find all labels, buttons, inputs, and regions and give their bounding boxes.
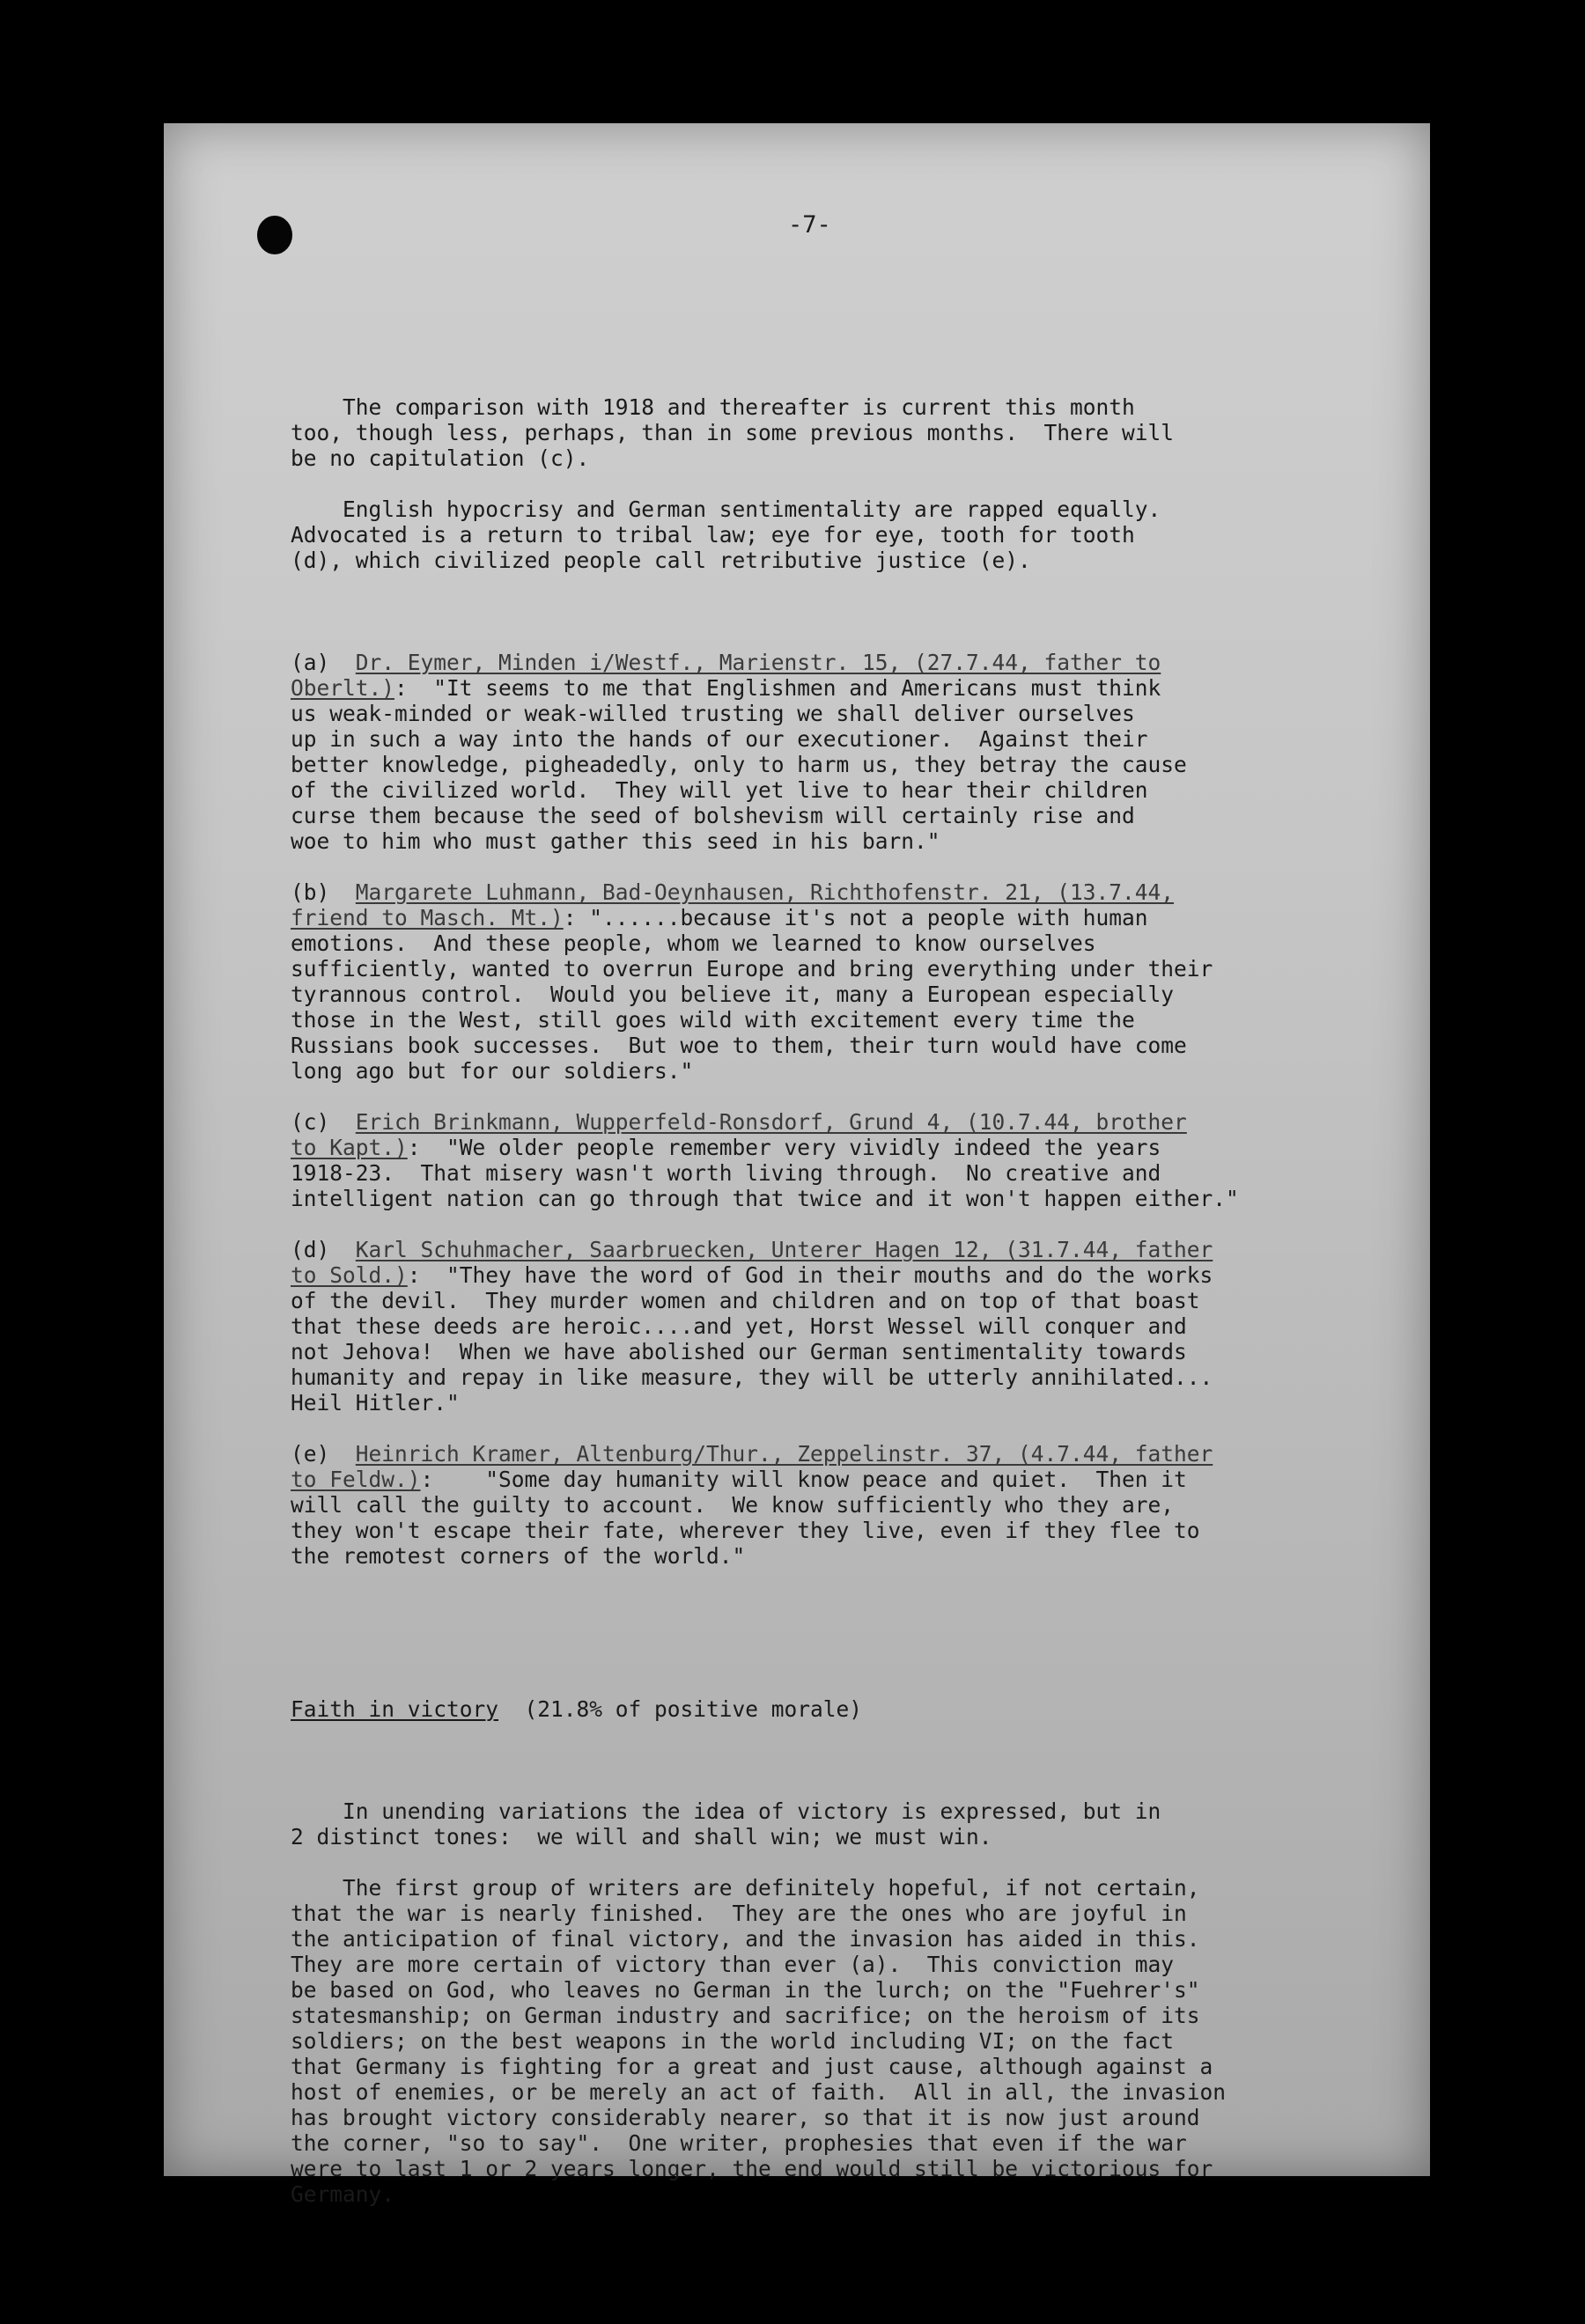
text-line: 2 distinct tones: we will and shall win; we must win.	[291, 1824, 992, 1850]
paragraph	[291, 394, 1365, 471]
paragraph	[291, 1875, 1365, 2207]
quotes-section	[291, 650, 1365, 1569]
quote-source: Karl Schuhmacher, Saarbruecken, Unterer Hagen 12, (31.7.44, father	[355, 1237, 1213, 1262]
quote-text-line: intelligent nation can go through that twice and it won't happen either."	[291, 1186, 1239, 1211]
text-line: the corner, "so to say". One writer, prophesies that even if the war	[291, 2130, 1187, 2156]
quote-text-start: : "Some day humanity will know peace and quiet. Then it	[420, 1467, 1187, 1492]
quote-text-start: : "It seems to me that Englishmen and Americans must think	[394, 675, 1161, 701]
text-line: (d), which civilized people call retributive justice (e).	[291, 548, 1031, 573]
quote-text-line: 1918-23. That misery wasn't worth living through. No creative and	[291, 1160, 1161, 1186]
text-line: be no capitulation (c).	[291, 445, 590, 471]
quote-entry	[291, 650, 1365, 854]
text-line: In unending variations the idea of victory is expressed, but in	[291, 1798, 1161, 1824]
text-line: be based on God, who leaves no German in the lurch; on the "Fuehrer's"	[291, 1977, 1200, 2003]
quote-entry	[291, 1441, 1365, 1569]
quote-source-cont: friend to Masch. Mt.)	[291, 905, 564, 930]
quote-second-line	[291, 1467, 1365, 1492]
quote-source: Erich Brinkmann, Wupperfeld-Ronsdorf, Grund 4, (10.7.44, brother	[355, 1109, 1187, 1135]
quote-text-line: us weak-minded or weak-willed trusting we shall deliver ourselves	[291, 701, 1135, 726]
quote-source-cont: Oberlt.)	[291, 675, 395, 701]
intro-section	[291, 394, 1365, 573]
paragraph	[291, 496, 1365, 573]
quote-label: (e)	[291, 1441, 330, 1467]
text-line: were to last 1 or 2 years longer, the end would still be victorious for	[291, 2156, 1213, 2181]
section-heading	[291, 1696, 1365, 1722]
quote-source: Dr. Eymer, Minden i/Westf., Marienstr. 15, (27.7.44, father to	[355, 650, 1161, 675]
text-line: The first group of writers are definitely hopeful, if not certain,	[291, 1875, 1200, 1901]
text-line: English hypocrisy and German sentimentality are rapped equally.	[291, 496, 1161, 522]
quote-text-line: the remotest corners of the world."	[291, 1543, 746, 1569]
quote-text-line: emotions. And these people, whom we learned to know ourselves	[291, 930, 1096, 956]
text-line: the anticipation of final victory, and the invasion has aided in this.	[291, 1926, 1200, 1952]
quote-label: (d)	[291, 1237, 330, 1262]
text-line: Advocated is a return to tribal law; eye for eye, tooth for tooth	[291, 522, 1135, 548]
quote-entry	[291, 1109, 1365, 1211]
quote-text-line: Russians book successes. But woe to them, their turn would have come	[291, 1033, 1187, 1058]
quote-second-line	[291, 905, 1365, 930]
paragraph	[291, 1798, 1365, 1850]
quote-source-cont: to Sold.)	[291, 1262, 408, 1288]
quote-text-line: tyrannous control. Would you believe it, many a European especially	[291, 982, 1175, 1007]
quote-entry	[291, 879, 1365, 1084]
text-line: Germany.	[291, 2181, 395, 2207]
quote-second-line	[291, 1135, 1365, 1160]
quote-text-line: that these deeds are heroic....and yet, Horst Wessel will conquer and	[291, 1313, 1187, 1339]
text-line: soldiers; on the best weapons in the world including VI; on the fact	[291, 2028, 1175, 2054]
quote-text-start: : "......because it's not a people with human	[563, 905, 1148, 930]
quote-text-line: those in the West, still goes wild with excitement every time the	[291, 1007, 1135, 1033]
quote-label: (a)	[291, 650, 330, 675]
text-line: too, though less, perhaps, than in some previous months. There will	[291, 420, 1175, 445]
text-line: They are more certain of victory than ever (a). This conviction may	[291, 1952, 1175, 1977]
text-line: host of enemies, or be merely an act of faith. All in all, the invasion	[291, 2079, 1227, 2105]
quote-text-line: woe to him who must gather this seed in his barn."	[291, 828, 940, 854]
quote-text-line: not Jehova! When we have abolished our German sentimentality towards	[291, 1339, 1187, 1364]
section-heading-title: Faith in victory	[291, 1696, 499, 1722]
quote-text-line: of the devil. They murder women and children and on top of that boast	[291, 1288, 1200, 1313]
quote-text-line: better knowledge, pigheadedly, only to harm us, they betray the cause	[291, 752, 1187, 777]
quote-header-line	[291, 1109, 1365, 1135]
quote-text-start: : "They have the word of God in their mouths and do the works	[407, 1262, 1213, 1288]
quote-source-cont: to Feldw.)	[291, 1467, 421, 1492]
quote-text-line: they won't escape their fate, wherever they live, even if they flee to	[291, 1518, 1200, 1543]
text-line: has brought victory considerably nearer, so that it is now just around	[291, 2105, 1200, 2130]
quote-entry	[291, 1237, 1365, 1416]
quote-text-start: : "We older people remember very vividly indeed the years	[407, 1135, 1161, 1160]
punch-hole	[257, 216, 292, 254]
quote-source-cont: to Kapt.)	[291, 1135, 408, 1160]
quote-text-line: up in such a way into the hands of our executioner. Against their	[291, 726, 1148, 752]
quote-label: (c)	[291, 1109, 330, 1135]
quote-header-line	[291, 1237, 1365, 1262]
quote-text-line: of the civilized world. They will yet live to hear their children	[291, 777, 1148, 803]
quote-text-line: humanity and repay in like measure, they will be utterly annihilated...	[291, 1364, 1213, 1390]
text-line: statesmanship; on German industry and sacrifice; on the heroism of its	[291, 2003, 1200, 2028]
section-heading-note: (21.8% of positive morale)	[498, 1696, 863, 1722]
quote-second-line	[291, 675, 1365, 701]
quote-header-line	[291, 879, 1365, 905]
document-body	[291, 343, 1365, 2324]
quote-source: Heinrich Kramer, Altenburg/Thur., Zeppelinstr. 37, (4.7.44, father	[355, 1441, 1213, 1467]
quote-text-line: will call the guilty to account. We know sufficiently who they are,	[291, 1492, 1175, 1518]
quote-source: Margarete Luhmann, Bad-Oeynhausen, Richthofenstr. 21, (13.7.44,	[355, 879, 1175, 905]
quote-second-line	[291, 1262, 1365, 1288]
quote-header-line	[291, 650, 1365, 675]
section-paragraphs	[291, 1798, 1365, 2207]
text-line: The comparison with 1918 and thereafter is current this month	[291, 394, 1135, 420]
quote-text-line: long ago but for our soldiers."	[291, 1058, 694, 1084]
quote-label: (b)	[291, 879, 330, 905]
quote-text-line: sufficiently, wanted to overrun Europe and bring everything under their	[291, 956, 1213, 982]
faith-in-victory-section	[291, 1645, 1365, 2284]
page-number: -7-	[788, 211, 831, 239]
quote-header-line	[291, 1441, 1365, 1467]
text-line: that Germany is fighting for a great and just cause, although against a	[291, 2054, 1213, 2079]
quote-text-line: curse them because the seed of bolshevism will certainly rise and	[291, 803, 1135, 828]
quote-text-line: Heil Hitler."	[291, 1390, 460, 1416]
text-line: that the war is nearly finished. They are the ones who are joyful in	[291, 1901, 1187, 1926]
